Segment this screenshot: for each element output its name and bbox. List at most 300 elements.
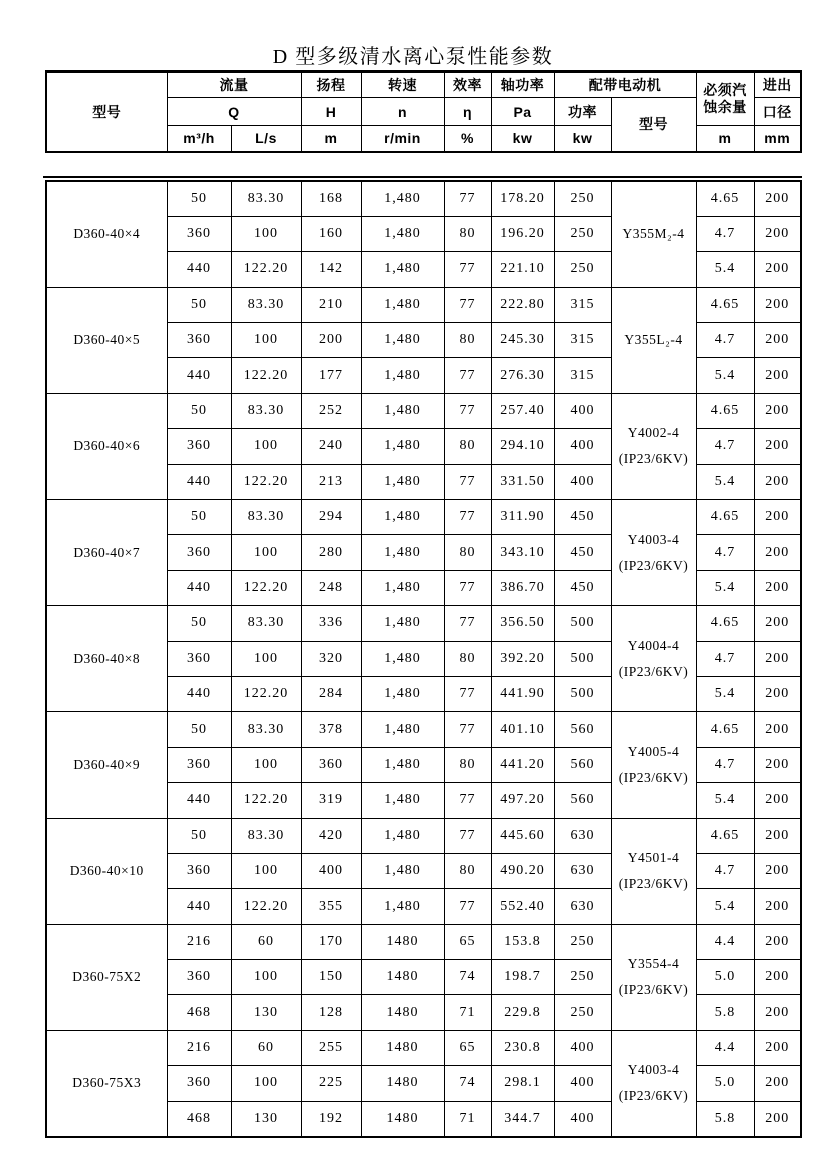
speed-cell: 1,480: [361, 889, 444, 924]
flow-m3h-cell: 360: [167, 853, 231, 888]
npsh-cell: 4.4: [696, 924, 754, 959]
table-row: [46, 606, 801, 641]
shaft-power-cell: 392.20: [491, 641, 554, 676]
motor-power-cell: 250: [554, 960, 611, 995]
shaft-power-cell: 441.20: [491, 747, 554, 782]
model-cell: D360-40×4: [46, 181, 167, 287]
efficiency-cell: 77: [444, 358, 491, 393]
head-cell: 142: [301, 252, 361, 287]
port-diameter-cell: 200: [754, 747, 801, 782]
port-diameter-cell: 200: [754, 1066, 801, 1101]
motor-model-cell: [611, 712, 696, 818]
efficiency-cell: 77: [444, 464, 491, 499]
motor-power-cell: 500: [554, 606, 611, 641]
header-table: [45, 70, 802, 153]
header-motor-model: 型号: [611, 98, 696, 152]
head-cell: 360: [301, 747, 361, 782]
motor-model-line: Y3554-4: [627, 956, 680, 972]
head-cell: 240: [301, 429, 361, 464]
flow-m3h-cell: 216: [167, 924, 231, 959]
motor-power-cell: 250: [554, 181, 611, 216]
motor-model-cell: [611, 393, 696, 499]
flow-m3h-cell: 440: [167, 358, 231, 393]
npsh-cell: 4.7: [696, 535, 754, 570]
head-cell: 210: [301, 287, 361, 322]
port-diameter-cell: 200: [754, 570, 801, 605]
efficiency-cell: 77: [444, 606, 491, 641]
motor-model-cell: [611, 1030, 696, 1136]
head-cell: 378: [301, 712, 361, 747]
motor-power-cell: 630: [554, 853, 611, 888]
flow-m3h-cell: 360: [167, 1066, 231, 1101]
npsh-cell: 4.7: [696, 216, 754, 251]
performance-table: [45, 180, 802, 1138]
port-diameter-cell: 200: [754, 181, 801, 216]
npsh-cell: 5.4: [696, 783, 754, 818]
port-diameter-cell: 200: [754, 500, 801, 535]
flow-ls-cell: 100: [231, 960, 301, 995]
motor-model-line: Y4501-4: [627, 850, 680, 866]
motor-power-cell: 315: [554, 358, 611, 393]
motor-power-cell: 400: [554, 464, 611, 499]
motor-model-line: Y4003-4: [627, 1062, 680, 1078]
flow-ls-cell: 100: [231, 747, 301, 782]
port-diameter-cell: 200: [754, 995, 801, 1030]
flow-ls-cell: 83.30: [231, 287, 301, 322]
head-cell: 225: [301, 1066, 361, 1101]
port-diameter-cell: 200: [754, 393, 801, 428]
motor-power-cell: 450: [554, 570, 611, 605]
shaft-power-cell: 222.80: [491, 287, 554, 322]
table-row: [46, 393, 801, 428]
model-cell: D360-75X2: [46, 924, 167, 1030]
motor-model-cell: [611, 818, 696, 924]
shaft-power-cell: 196.20: [491, 216, 554, 251]
motor-power-cell: 400: [554, 1101, 611, 1136]
double-rule-line: [43, 176, 802, 178]
shaft-power-cell: 552.40: [491, 889, 554, 924]
port-diameter-cell: 200: [754, 818, 801, 853]
npsh-cell: 4.7: [696, 429, 754, 464]
npsh-cell: 4.65: [696, 500, 754, 535]
flow-ls-cell: 83.30: [231, 393, 301, 428]
efficiency-cell: 77: [444, 570, 491, 605]
port-diameter-cell: 200: [754, 323, 801, 358]
head-cell: 280: [301, 535, 361, 570]
flow-m3h-cell: 440: [167, 676, 231, 711]
motor-power-cell: 450: [554, 500, 611, 535]
flow-m3h-cell: 50: [167, 818, 231, 853]
motor-power-cell: 560: [554, 747, 611, 782]
header-unit-rpm: r/min: [361, 126, 444, 152]
shaft-power-cell: 445.60: [491, 818, 554, 853]
flow-m3h-cell: 440: [167, 783, 231, 818]
flow-ls-cell: 122.20: [231, 889, 301, 924]
efficiency-cell: 74: [444, 960, 491, 995]
flow-ls-cell: 60: [231, 924, 301, 959]
header-unit-pct: %: [444, 126, 491, 152]
motor-model-cell: [611, 181, 696, 287]
flow-ls-cell: 122.20: [231, 676, 301, 711]
motor-model-line: (IP23/6KV): [618, 769, 689, 785]
motor-model-line: Y4002-4: [627, 425, 680, 441]
port-diameter-cell: 200: [754, 853, 801, 888]
flow-m3h-cell: 50: [167, 393, 231, 428]
header-flow-q: Q: [167, 98, 301, 126]
shaft-power-cell: 490.20: [491, 853, 554, 888]
motor-model-line: Y355M₂-4: [622, 226, 685, 242]
table-row: [46, 712, 801, 747]
port-diameter-cell: 200: [754, 1101, 801, 1136]
motor-power-cell: 250: [554, 995, 611, 1030]
speed-cell: 1,480: [361, 818, 444, 853]
head-cell: 128: [301, 995, 361, 1030]
flow-ls-cell: 83.30: [231, 606, 301, 641]
npsh-cell: 4.7: [696, 747, 754, 782]
efficiency-cell: 77: [444, 889, 491, 924]
model-cell: D360-40×6: [46, 393, 167, 499]
model-cell: D360-40×7: [46, 500, 167, 606]
efficiency-cell: 77: [444, 676, 491, 711]
port-diameter-cell: 200: [754, 676, 801, 711]
port-diameter-cell: 200: [754, 429, 801, 464]
flow-m3h-cell: 468: [167, 1101, 231, 1136]
efficiency-cell: 65: [444, 1030, 491, 1065]
head-cell: 170: [301, 924, 361, 959]
table-row: [46, 924, 801, 959]
speed-cell: 1480: [361, 1066, 444, 1101]
speed-cell: 1,480: [361, 464, 444, 499]
flow-m3h-cell: 50: [167, 500, 231, 535]
header-motor-power: 功率: [554, 98, 611, 126]
flow-m3h-cell: 216: [167, 1030, 231, 1065]
model-cell: D360-40×9: [46, 712, 167, 818]
flow-ls-cell: 100: [231, 429, 301, 464]
efficiency-cell: 80: [444, 535, 491, 570]
npsh-cell: 4.7: [696, 641, 754, 676]
speed-cell: 1480: [361, 960, 444, 995]
port-diameter-cell: 200: [754, 1030, 801, 1065]
flow-m3h-cell: 360: [167, 960, 231, 995]
motor-model-line: Y355L₂-4: [624, 332, 683, 348]
header-head: 扬程: [301, 72, 361, 98]
port-diameter-cell: 200: [754, 287, 801, 322]
motor-power-cell: 450: [554, 535, 611, 570]
motor-power-cell: 250: [554, 252, 611, 287]
model-cell: D360-40×8: [46, 606, 167, 712]
speed-cell: 1,480: [361, 500, 444, 535]
header-unit-ls: L/s: [231, 126, 301, 152]
head-cell: 160: [301, 216, 361, 251]
speed-cell: 1,480: [361, 323, 444, 358]
header-efficiency-eta: η: [444, 98, 491, 126]
table-body-section: [45, 176, 802, 1138]
shaft-power-cell: 401.10: [491, 712, 554, 747]
motor-power-cell: 250: [554, 924, 611, 959]
table-row: [46, 1030, 801, 1065]
npsh-cell: 5.4: [696, 252, 754, 287]
speed-cell: 1,480: [361, 712, 444, 747]
header-shaft-power: 轴功率: [491, 72, 554, 98]
shaft-power-cell: 153.8: [491, 924, 554, 959]
flow-ls-cell: 100: [231, 1066, 301, 1101]
model-cell: D360-40×10: [46, 818, 167, 924]
head-cell: 200: [301, 323, 361, 358]
efficiency-cell: 80: [444, 323, 491, 358]
efficiency-cell: 77: [444, 712, 491, 747]
header-row-1: [46, 72, 801, 98]
motor-power-cell: 250: [554, 216, 611, 251]
shaft-power-cell: 311.90: [491, 500, 554, 535]
table-row: [46, 818, 801, 853]
table-header: [45, 70, 802, 153]
motor-model-cell: [611, 924, 696, 1030]
page-title: D 型多级清水离心泵性能参数: [272, 46, 554, 68]
motor-model-cell: [611, 287, 696, 393]
header-model: 型号: [46, 72, 167, 152]
flow-ls-cell: 122.20: [231, 783, 301, 818]
shaft-power-cell: 331.50: [491, 464, 554, 499]
flow-m3h-cell: 440: [167, 464, 231, 499]
npsh-cell: 5.0: [696, 1066, 754, 1101]
head-cell: 284: [301, 676, 361, 711]
speed-cell: 1480: [361, 1101, 444, 1136]
shaft-power-cell: 257.40: [491, 393, 554, 428]
flow-m3h-cell: 360: [167, 747, 231, 782]
motor-model-line: Y4005-4: [627, 743, 680, 759]
npsh-cell: 5.0: [696, 960, 754, 995]
motor-power-cell: 400: [554, 393, 611, 428]
speed-cell: 1,480: [361, 216, 444, 251]
header-head-h: H: [301, 98, 361, 126]
header-port-line1: 进出: [754, 72, 801, 98]
speed-cell: 1,480: [361, 181, 444, 216]
header-port-line2: 口径: [754, 98, 801, 126]
efficiency-cell: 77: [444, 783, 491, 818]
flow-m3h-cell: 440: [167, 889, 231, 924]
flow-ls-cell: 100: [231, 216, 301, 251]
flow-ls-cell: 60: [231, 1030, 301, 1065]
motor-power-cell: 315: [554, 323, 611, 358]
npsh-cell: 5.4: [696, 676, 754, 711]
port-diameter-cell: 200: [754, 712, 801, 747]
flow-ls-cell: 122.20: [231, 570, 301, 605]
efficiency-cell: 71: [444, 995, 491, 1030]
head-cell: 255: [301, 1030, 361, 1065]
model-cell: D360-40×5: [46, 287, 167, 393]
head-cell: 319: [301, 783, 361, 818]
head-cell: 168: [301, 181, 361, 216]
efficiency-cell: 80: [444, 853, 491, 888]
motor-power-cell: 400: [554, 1030, 611, 1065]
motor-model-line: Y4003-4: [627, 531, 680, 547]
header-efficiency: 效率: [444, 72, 491, 98]
speed-cell: 1,480: [361, 570, 444, 605]
speed-cell: 1,480: [361, 783, 444, 818]
header-unit-pa-kw: kw: [491, 126, 554, 152]
npsh-cell: 4.65: [696, 712, 754, 747]
head-cell: 336: [301, 606, 361, 641]
motor-power-cell: 500: [554, 641, 611, 676]
port-diameter-cell: 200: [754, 889, 801, 924]
shaft-power-cell: 386.70: [491, 570, 554, 605]
table-row: [46, 181, 801, 216]
header-shaft-power-pa: Pa: [491, 98, 554, 126]
speed-cell: 1,480: [361, 853, 444, 888]
head-cell: 192: [301, 1101, 361, 1136]
npsh-cell: 5.4: [696, 464, 754, 499]
motor-model-line: (IP23/6KV): [618, 451, 689, 467]
header-unit-head-m: m: [301, 126, 361, 152]
table-row: [46, 500, 801, 535]
npsh-cell: 4.7: [696, 323, 754, 358]
head-cell: 355: [301, 889, 361, 924]
model-cell: D360-75X3: [46, 1030, 167, 1136]
efficiency-cell: 65: [444, 924, 491, 959]
npsh-cell: 4.65: [696, 181, 754, 216]
head-cell: 294: [301, 500, 361, 535]
shaft-power-cell: 298.1: [491, 1066, 554, 1101]
flow-ls-cell: 83.30: [231, 712, 301, 747]
efficiency-cell: 77: [444, 393, 491, 428]
head-cell: 213: [301, 464, 361, 499]
motor-power-cell: 630: [554, 818, 611, 853]
head-cell: 252: [301, 393, 361, 428]
motor-power-cell: 400: [554, 1066, 611, 1101]
motor-model-line: (IP23/6KV): [618, 982, 689, 998]
port-diameter-cell: 200: [754, 535, 801, 570]
flow-m3h-cell: 50: [167, 287, 231, 322]
flow-m3h-cell: 440: [167, 252, 231, 287]
flow-ls-cell: 122.20: [231, 464, 301, 499]
flow-ls-cell: 83.30: [231, 500, 301, 535]
motor-model-line: (IP23/6KV): [618, 663, 689, 679]
port-diameter-cell: 200: [754, 924, 801, 959]
motor-model-line: Y4004-4: [627, 637, 680, 653]
motor-model-cell: [611, 500, 696, 606]
speed-cell: 1,480: [361, 641, 444, 676]
flow-m3h-cell: 360: [167, 641, 231, 676]
npsh-cell: 4.65: [696, 818, 754, 853]
efficiency-cell: 80: [444, 429, 491, 464]
npsh-cell: 5.4: [696, 358, 754, 393]
header-flow: 流量: [167, 72, 301, 98]
efficiency-cell: 77: [444, 287, 491, 322]
motor-power-cell: 315: [554, 287, 611, 322]
npsh-cell: 4.65: [696, 393, 754, 428]
shaft-power-cell: 294.10: [491, 429, 554, 464]
table-row: [46, 287, 801, 322]
motor-power-cell: 500: [554, 676, 611, 711]
shaft-power-cell: 221.10: [491, 252, 554, 287]
port-diameter-cell: 200: [754, 252, 801, 287]
shaft-power-cell: 178.20: [491, 181, 554, 216]
speed-cell: 1,480: [361, 676, 444, 711]
motor-model-line: (IP23/6KV): [618, 876, 689, 892]
head-cell: 320: [301, 641, 361, 676]
head-cell: 400: [301, 853, 361, 888]
efficiency-cell: 77: [444, 252, 491, 287]
flow-m3h-cell: 360: [167, 429, 231, 464]
flow-ls-cell: 100: [231, 853, 301, 888]
speed-cell: 1480: [361, 995, 444, 1030]
flow-ls-cell: 83.30: [231, 818, 301, 853]
flow-m3h-cell: 50: [167, 712, 231, 747]
speed-cell: 1,480: [361, 252, 444, 287]
header-npsh: [696, 72, 754, 126]
efficiency-cell: 71: [444, 1101, 491, 1136]
efficiency-cell: 74: [444, 1066, 491, 1101]
flow-m3h-cell: 440: [167, 570, 231, 605]
shaft-power-cell: 198.7: [491, 960, 554, 995]
efficiency-cell: 77: [444, 818, 491, 853]
port-diameter-cell: 200: [754, 606, 801, 641]
header-npsh-line1: 必须汽: [703, 82, 747, 98]
motor-power-cell: 630: [554, 889, 611, 924]
speed-cell: 1,480: [361, 747, 444, 782]
flow-ls-cell: 83.30: [231, 181, 301, 216]
flow-m3h-cell: 360: [167, 323, 231, 358]
header-unit-m3h: m³/h: [167, 126, 231, 152]
efficiency-cell: 80: [444, 747, 491, 782]
flow-ls-cell: 130: [231, 1101, 301, 1136]
flow-ls-cell: 100: [231, 535, 301, 570]
flow-ls-cell: 100: [231, 323, 301, 358]
motor-power-cell: 400: [554, 429, 611, 464]
shaft-power-cell: 229.8: [491, 995, 554, 1030]
npsh-cell: 4.4: [696, 1030, 754, 1065]
npsh-cell: 5.4: [696, 889, 754, 924]
header-unit-npsh-m: m: [696, 126, 754, 152]
shaft-power-cell: 356.50: [491, 606, 554, 641]
shaft-power-cell: 245.30: [491, 323, 554, 358]
shaft-power-cell: 441.90: [491, 676, 554, 711]
header-npsh-line2: 蚀余量: [703, 99, 747, 115]
efficiency-cell: 80: [444, 216, 491, 251]
efficiency-cell: 77: [444, 500, 491, 535]
shaft-power-cell: 343.10: [491, 535, 554, 570]
port-diameter-cell: 200: [754, 641, 801, 676]
efficiency-cell: 77: [444, 181, 491, 216]
flow-m3h-cell: 360: [167, 535, 231, 570]
head-cell: 150: [301, 960, 361, 995]
shaft-power-cell: 276.30: [491, 358, 554, 393]
speed-cell: 1480: [361, 1030, 444, 1065]
flow-m3h-cell: 50: [167, 181, 231, 216]
motor-model-line: (IP23/6KV): [618, 1088, 689, 1104]
port-diameter-cell: 200: [754, 358, 801, 393]
motor-power-cell: 560: [554, 712, 611, 747]
port-diameter-cell: 200: [754, 216, 801, 251]
flow-ls-cell: 100: [231, 641, 301, 676]
motor-model-line: (IP23/6KV): [618, 557, 689, 573]
speed-cell: 1,480: [361, 535, 444, 570]
shaft-power-cell: 344.7: [491, 1101, 554, 1136]
speed-cell: 1,480: [361, 606, 444, 641]
port-diameter-cell: 200: [754, 464, 801, 499]
header-motor-group: 配带电动机: [554, 72, 696, 98]
head-cell: 177: [301, 358, 361, 393]
flow-ls-cell: 130: [231, 995, 301, 1030]
flow-m3h-cell: 50: [167, 606, 231, 641]
motor-model-cell: [611, 606, 696, 712]
efficiency-cell: 80: [444, 641, 491, 676]
npsh-cell: 5.4: [696, 570, 754, 605]
npsh-cell: 4.65: [696, 606, 754, 641]
speed-cell: 1,480: [361, 429, 444, 464]
header-unit-port-mm: mm: [754, 126, 801, 152]
npsh-cell: 4.7: [696, 853, 754, 888]
